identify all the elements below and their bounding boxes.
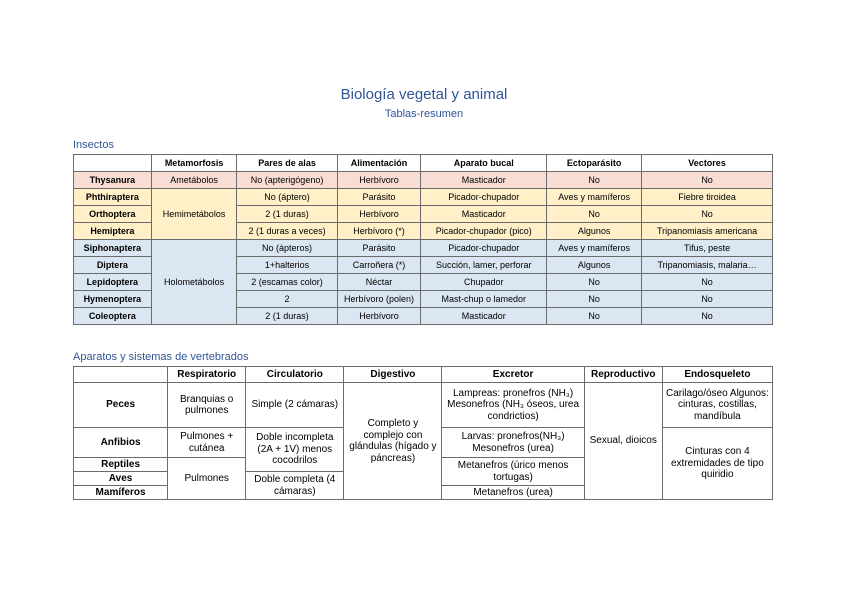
page-title: Biología vegetal y animal [340, 86, 508, 103]
cell: Tifus, peste [642, 240, 773, 257]
row-name: Phthiraptera [74, 189, 152, 206]
column-header: Aparato bucal [421, 155, 547, 172]
table-row [74, 172, 773, 189]
cell: Algunos [547, 257, 642, 274]
column-header: Alimentación [337, 155, 421, 172]
cell: Aves y mamíferos [547, 240, 642, 257]
cell: Branquias o pulmones [168, 383, 246, 428]
table-row [74, 240, 773, 257]
cell: 1+halterios [237, 257, 337, 274]
row-name: Lepidoptera [74, 274, 152, 291]
row-name: Mamíferos [74, 486, 168, 500]
cell: Doble incompleta (2A + 1V) menos cocodrilos [246, 428, 344, 472]
column-header: Circulatorio [246, 367, 344, 383]
cell: Picador-chupador (pico) [421, 223, 547, 240]
cell: Doble completa (4 cámaras) [246, 472, 344, 500]
row-name: Anfibios [74, 428, 168, 458]
section-title-vertebrates: Aparatos y sistemas de vertebrados [73, 351, 249, 363]
cell: Herbívoro [337, 308, 421, 325]
column-header: Excretor [442, 367, 584, 383]
cell: Herbívoro (polen) [337, 291, 421, 308]
cell: Parásito [337, 240, 421, 257]
table-header-row [74, 367, 773, 383]
cell: Metanefros (úrico menos tortugas) [442, 458, 584, 486]
table-row [74, 189, 773, 206]
column-header: Pares de alas [237, 155, 337, 172]
cell: No [642, 206, 773, 223]
table-header-row [74, 155, 773, 172]
column-header: Digestivo [344, 367, 442, 383]
cell: Pulmones + cutánea [168, 428, 246, 458]
cell: Cinturas con 4 extremidades de tipo quiridio [662, 428, 772, 500]
corner-cell [74, 155, 152, 172]
cell: Tripanomiasis americana [642, 223, 773, 240]
column-header: Respiratorio [168, 367, 246, 383]
cell: No (ápteros) [237, 240, 337, 257]
cell: Lampreas: pronefros (NH₃) Mesonefros (NH₃ óseos, urea condrictios) [442, 383, 584, 428]
metamorfosis-cell: Hemimetábolos [151, 189, 237, 240]
row-name: Peces [74, 383, 168, 428]
cell: Completo y complejo con glándulas (hígado y páncreas) [344, 383, 442, 500]
cell: Algunos [547, 223, 642, 240]
cell: Metanefros (urea) [442, 486, 584, 500]
cell: Carroñera (*) [337, 257, 421, 274]
cell: No [642, 274, 773, 291]
cell: Picador-chupador [421, 240, 547, 257]
metamorfosis-cell: Ametábolos [151, 172, 237, 189]
cell: No (áptero) [237, 189, 337, 206]
row-name: Reptiles [74, 458, 168, 472]
insects-table [73, 154, 773, 325]
cell: Simple (2 cámaras) [246, 383, 344, 428]
column-header: Reproductivo [584, 367, 662, 383]
cell: Masticador [421, 172, 547, 189]
cell: Herbívoro [337, 172, 421, 189]
cell: Tripanomiasis, malaria… [642, 257, 773, 274]
page-subtitle: Tablas-resumen [384, 108, 464, 120]
cell: Fiebre tiroidea [642, 189, 773, 206]
row-name: Thysanura [74, 172, 152, 189]
cell: 2 (1 duras) [237, 206, 337, 223]
metamorfosis-cell: Holometábolos [151, 240, 237, 325]
row-name: Hemiptera [74, 223, 152, 240]
vertebrates-table [73, 366, 773, 500]
row-name: Coleoptera [74, 308, 152, 325]
column-header: Vectores [642, 155, 773, 172]
section-title-insects: Insectos [73, 139, 114, 151]
row-name: Aves [74, 472, 168, 486]
cell: Sexual, dioicos [584, 383, 662, 500]
cell: 2 (1 duras) [237, 308, 337, 325]
cell: Pulmones [168, 458, 246, 500]
cell: Herbívoro [337, 206, 421, 223]
cell: No [547, 274, 642, 291]
cell: No [642, 172, 773, 189]
cell: Succión, lamer, perforar [421, 257, 547, 274]
cell: Chupador [421, 274, 547, 291]
cell: No [547, 291, 642, 308]
cell: No [547, 308, 642, 325]
cell: 2 (1 duras a veces) [237, 223, 337, 240]
cell: No [547, 206, 642, 223]
cell: Masticador [421, 206, 547, 223]
cell: Herbívoro (*) [337, 223, 421, 240]
cell: Carilago/óseo Algunos: cinturas, costillas, mandíbula [662, 383, 772, 428]
cell: Masticador [421, 308, 547, 325]
cell: Larvas: pronefros(NH₃) Mesonefros (urea) [442, 428, 584, 458]
cell: No [642, 291, 773, 308]
cell: Picador-chupador [421, 189, 547, 206]
cell: 2 (escamas color) [237, 274, 337, 291]
cell: 2 [237, 291, 337, 308]
cell: No [642, 308, 773, 325]
row-name: Siphonaptera [74, 240, 152, 257]
cell: Parásito [337, 189, 421, 206]
column-header: Metamorfosis [151, 155, 237, 172]
row-name: Hymenoptera [74, 291, 152, 308]
column-header: Endosqueleto [662, 367, 772, 383]
row-name: Diptera [74, 257, 152, 274]
table-row [74, 383, 773, 428]
cell: Mast-chup o lamedor [421, 291, 547, 308]
cell: Néctar [337, 274, 421, 291]
row-name: Orthoptera [74, 206, 152, 223]
cell: No [547, 172, 642, 189]
cell: Aves y mamíferos [547, 189, 642, 206]
corner-cell [74, 367, 168, 383]
cell: No (apterigógeno) [237, 172, 337, 189]
column-header: Ectoparásito [547, 155, 642, 172]
